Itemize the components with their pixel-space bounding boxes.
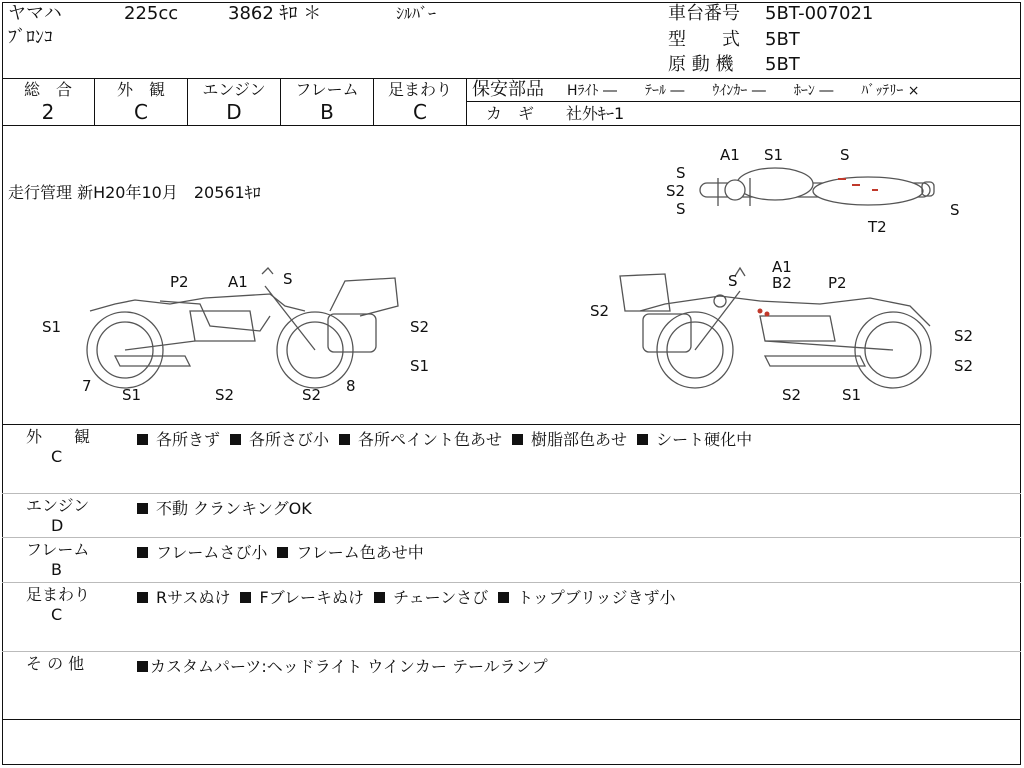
label-top-s-b: S (676, 200, 686, 218)
bullet-square-icon (137, 434, 148, 445)
detail-grade: C (51, 447, 63, 466)
label-top-s-a: S (676, 164, 686, 182)
bullet-square-icon (277, 547, 288, 558)
model-name: ﾌﾞﾛﾝｺ (8, 27, 53, 48)
divider (2, 493, 1021, 494)
engine-value: 5BT (765, 54, 800, 75)
detail-label: エンジン (26, 496, 90, 515)
label-top-s2: S2 (666, 182, 686, 200)
mileage: 3862 ｷﾛ ＊ (228, 3, 322, 24)
label-left-7: 7 (82, 377, 92, 395)
label-left-p2: P2 (170, 273, 189, 291)
detail-label: 足まわり (26, 585, 91, 604)
label-left-s2-a: S2 (410, 318, 430, 336)
key-label: カ ギ (486, 104, 535, 123)
divider (2, 651, 1021, 652)
detail-item: シート硬化中 (656, 430, 753, 449)
label-right-s2-c: S2 (954, 357, 974, 375)
bullet-square-icon (137, 661, 148, 672)
label-top-a1: A1 (720, 146, 740, 164)
bullet-square-icon (637, 434, 648, 445)
detail-item: フレーム色あせ中 (296, 543, 424, 562)
detail-item: トップブリッジきず小 (517, 588, 676, 607)
key-value: 社外ｷｰ1 (566, 104, 625, 123)
maker: ヤマハ (8, 3, 62, 24)
color: ｼﾙﾊﾞｰ (396, 4, 437, 23)
detail-items (137, 585, 686, 608)
label-top-s-c: S (950, 201, 960, 219)
label-left-s1-c: S1 (122, 386, 142, 404)
engine-label: 原 動 機 (668, 54, 734, 75)
bullet-square-icon (137, 592, 148, 603)
label-right-s1: S1 (842, 386, 862, 404)
grade-engine-value: D (226, 100, 242, 124)
detail-item: 不動 クランキングOK (156, 499, 312, 518)
grade-suspension-value: C (413, 100, 427, 124)
detail-item: 樹脂部色あせ (531, 430, 628, 449)
grade-overall-value: 2 (41, 100, 55, 124)
bullet-square-icon (230, 434, 241, 445)
frame-no: 5BT-007021 (765, 3, 874, 24)
label-left-8: 8 (346, 377, 356, 395)
bike-top-view (700, 168, 934, 206)
grade-suspension-label: 足まわり (387, 80, 452, 99)
bullet-square-icon (137, 547, 148, 558)
type-label: 型 式 (668, 29, 740, 50)
detail-grade: C (51, 605, 63, 624)
bullet-square-icon (498, 592, 509, 603)
label-right-s2-a: S2 (590, 302, 610, 320)
frame-no-label: 車台番号 (668, 3, 740, 24)
label-right-p2: P2 (828, 274, 847, 292)
divider (466, 101, 1021, 102)
detail-label: フレーム (26, 540, 90, 559)
bullet-square-icon (137, 503, 148, 514)
detail-item: フレームさび小 (156, 543, 268, 562)
label-right-s2-d: S2 (782, 386, 802, 404)
label-top-s: S (840, 146, 850, 164)
bullet-square-icon (240, 592, 251, 603)
grade-exterior-label: 外 観 (116, 80, 165, 99)
detail-item: チェーンさび (393, 588, 489, 607)
bullet-square-icon (339, 434, 350, 445)
label-left-s2-b: S2 (215, 386, 235, 404)
divider (2, 582, 1021, 583)
detail-items (137, 654, 558, 677)
detail-label: 外 観 (26, 427, 91, 446)
label-left-s1: S1 (42, 318, 62, 336)
detail-label: そ の 他 (26, 654, 85, 673)
label-top-s1: S1 (764, 146, 784, 164)
detail-items (137, 427, 762, 450)
odometer-note: 走行管理 新H20年10月 20561ｷﾛ (8, 183, 261, 202)
damage-diagram (0, 126, 1024, 424)
detail-items (137, 540, 434, 563)
label-right-s2-b: S2 (954, 327, 974, 345)
label-right-b2: B2 (772, 274, 792, 292)
grade-frame-value: B (320, 100, 334, 124)
safety-label: 保安部品 (472, 79, 544, 100)
detail-items (137, 496, 322, 519)
grade-frame-label: フレーム (295, 80, 359, 99)
label-right-a1: A1 (772, 258, 792, 276)
grade-overall-label: 総 合 (23, 80, 72, 99)
divider (466, 78, 467, 125)
label-left-a1: A1 (228, 273, 248, 291)
grade-engine-label: エンジン (202, 80, 266, 99)
detail-item: Rサスぬけ (156, 588, 231, 607)
grade-exterior-value: C (134, 100, 148, 124)
safety-items: Hﾗｲﾄ ― ﾃｰﾙ ― ｳｲﾝｶｰ ― ﾎｰﾝ ― ﾊﾞｯﾃﾘｰ × (567, 83, 920, 99)
detail-grade: D (51, 516, 64, 535)
detail-item: Fブレーキぬけ (259, 588, 365, 607)
detail-item: 各所きず (156, 430, 221, 449)
displacement: 225cc (124, 3, 179, 24)
detail-grade: B (51, 560, 62, 579)
label-right-s: S (728, 272, 738, 290)
bullet-square-icon (512, 434, 523, 445)
label-left-s: S (283, 270, 293, 288)
right-view-labels (590, 258, 973, 404)
label-left-s2-c: S2 (302, 386, 322, 404)
type-value: 5BT (765, 29, 800, 50)
divider (2, 424, 1021, 425)
bullet-square-icon (374, 592, 385, 603)
detail-item: 各所ペイント色あせ (358, 430, 503, 449)
divider (2, 719, 1021, 720)
label-top-t2: T2 (868, 218, 887, 236)
divider (2, 537, 1021, 538)
detail-item: 各所さび小 (249, 430, 330, 449)
label-left-s1-b: S1 (410, 357, 430, 375)
detail-item: カスタムパーツ:ヘッドライト ウインカー テールランプ (150, 657, 548, 676)
